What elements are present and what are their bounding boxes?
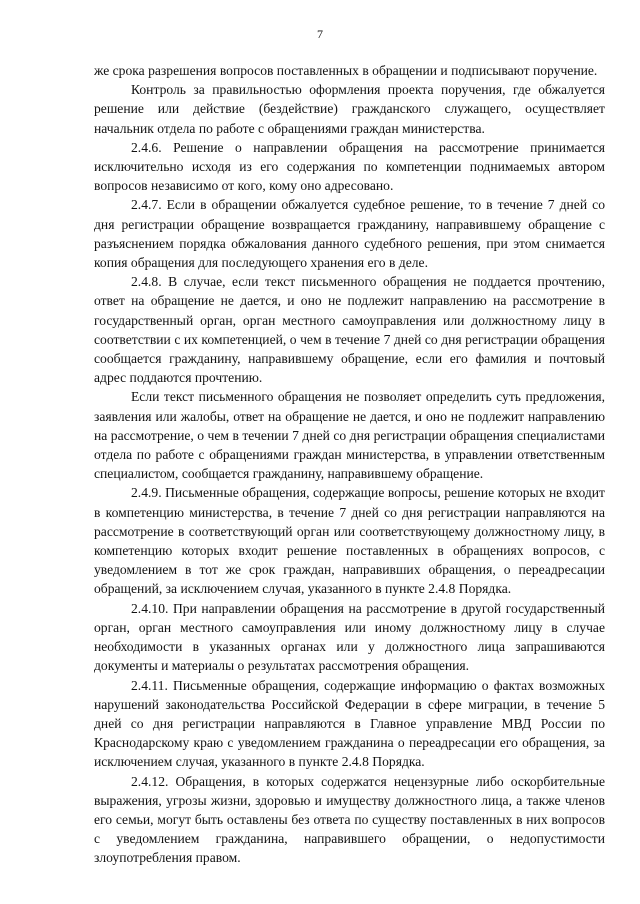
paragraph-2-4-6: 2.4.6. Решение о направлении обращения на рассмотрение принимается исключительно исходя из его содержания по компетенции поднимаемых автором вопросов независимо от кого, кому оно адресовано. bbox=[94, 139, 605, 194]
paragraph-2-4-10: 2.4.10. При направлении обращения на рассмотрение в другой государственный орган, орган местного самоуправления или иному должностному лицу в случае необходимости в указанных органах или у должностного лица запрашиваются документы и материалы о результатах рассмотрения обращения. bbox=[94, 600, 605, 674]
paragraph-2-4-8-continued: Если текст письменного обращения не позволяет определить суть предложения, заявления или жалобы, ответ на обращение не дается, и оно не подлежит направлению на рассмотрение, о чем в течении 7 дней со дня регистрации обращения специалистами отдела по работе с обращениями граждан министерства, в управлении ответственным специалистом, сообщается гражданину, направившему обращение. bbox=[94, 389, 605, 482]
document-body bbox=[94, 61, 605, 868]
paragraph-2-4-7: 2.4.7. Если в обращении обжалуется судебное решение, то в течение 7 дней со дня регистрации обращение возвращается гражданину, направившему обращение с разъяснением порядка обжалования данного судебного решения, при этом снимается копия обращения для последующего хранения его в деле. bbox=[94, 197, 605, 271]
paragraph-continuation: же срока разрешения вопросов поставленных в обращении и подписывают поручение. bbox=[94, 63, 598, 78]
page-number: 7 bbox=[317, 27, 323, 41]
paragraph-control: Контроль за правильностью оформления проекта поручения, где обжалуется решение или действие (бездействие) гражданского служащего, осуществляет начальник отдела по работе с обращениями граждан министерства. bbox=[94, 82, 605, 136]
paragraph-2-4-9: 2.4.9. Письменные обращения, содержащие вопросы, решение которых не входит в компетенцию министерства, в течение 7 дней со дня регистрации направляются на рассмотрение в соответствующий орган или соответствующему должностному лицу, в компетенцию которых входит решение поставленных в обращениях вопросов, с уведомлением в тот же срок граждан, направивших обращения, о переадресации обращений, за исключением случая, указанного в пункте 2.4.8 Порядка. bbox=[94, 485, 605, 597]
paragraph-2-4-12: 2.4.12. Обращения, в которых содержатся нецензурные либо оскорбительные выражения, угрозы жизни, здоровью и имуществу должностного лица, а также членов его семьи, могут быть оставлены без ответа по существу поставленных в них вопросов с уведомлением гражданина, направившего обращении, о недопустимости злоупотребления правом. bbox=[94, 773, 605, 866]
paragraph-2-4-11: 2.4.11. Письменные обращения, содержащие информацию о фактах возможных нарушений законодательства Российской Федерации в сфере миграции, в течение 5 дней со дня регистрации направляются в Главное управление МВД России по Краснодарскому краю с уведомлением гражданина о переадресации его обращения, за исключением случая, указанного в пункте 2.4.8 Порядка. bbox=[94, 677, 605, 770]
paragraph-2-4-8: 2.4.8. В случае, если текст письменного обращения не поддается прочтению, ответ на обращение не дается, и оно не подлежит направлению на рассмотрение в государственный орган, орган местного самоуправления или должностному лицу в соответствии с их компетенцией, о чем в течение 7 дней со дня регистрации обращения сообщается гражданину, направившему обращение, если его фамилия и почтовый адрес поддаются прочтению. bbox=[94, 274, 605, 386]
